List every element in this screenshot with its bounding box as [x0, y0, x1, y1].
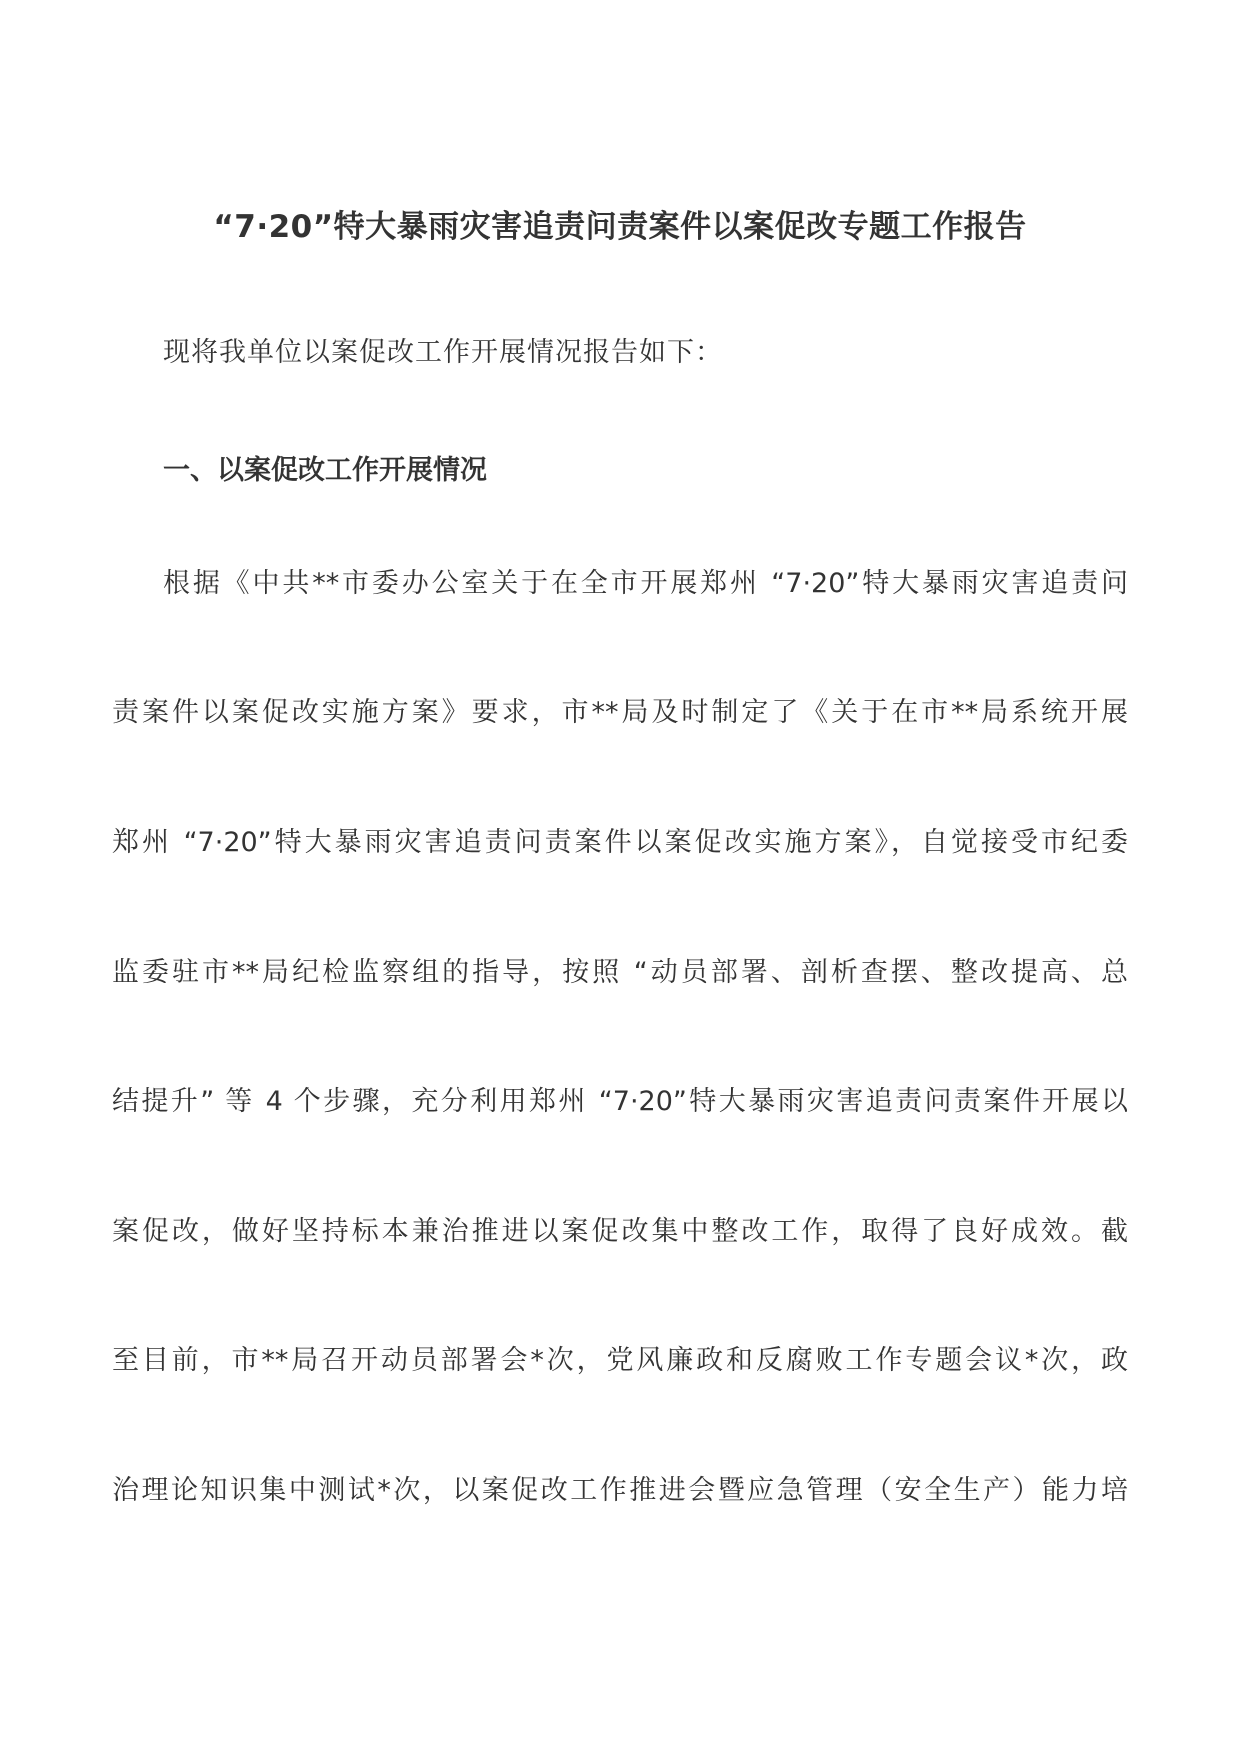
paragraph-line: 案促改，做好坚持标本兼治推进以案促改集中整改工作，取得了良好成效。截 — [112, 1216, 1128, 1247]
paragraph-line: 治理论知识集中测试*次，以案促改工作推进会暨应急管理（安全生产）能力培 — [112, 1475, 1128, 1506]
paragraph-line: 根据《中共**市委办公室关于在全市开展郑州 “7·20”特大暴雨灾害追责问 — [163, 568, 1128, 599]
section-heading: 一、以案促改工作开展情况 — [163, 455, 487, 486]
paragraph-line: 结提升” 等 4 个步骤，充分利用郑州 “7·20”特大暴雨灾害追责问责案件开展以 — [112, 1086, 1128, 1117]
intro-paragraph: 现将我单位以案促改工作开展情况报告如下： — [163, 337, 723, 368]
paragraph-line: 责案件以案促改实施方案》要求，市**局及时制定了《关于在市**局系统开展 — [112, 697, 1128, 728]
paragraph-line: 郑州 “7·20”特大暴雨灾害追责问责案件以案促改实施方案》，自觉接受市纪委 — [112, 827, 1128, 858]
document-title: “7·20”特大暴雨灾害追责问责案件以案促改专题工作报告 — [213, 209, 1027, 245]
paragraph-line: 监委驻市**局纪检监察组的指导，按照 “动员部署、剖析查摆、整改提高、总 — [112, 957, 1128, 988]
paragraph-line: 至目前，市**局召开动员部署会*次，党风廉政和反腐败工作专题会议*次，政 — [112, 1345, 1128, 1376]
